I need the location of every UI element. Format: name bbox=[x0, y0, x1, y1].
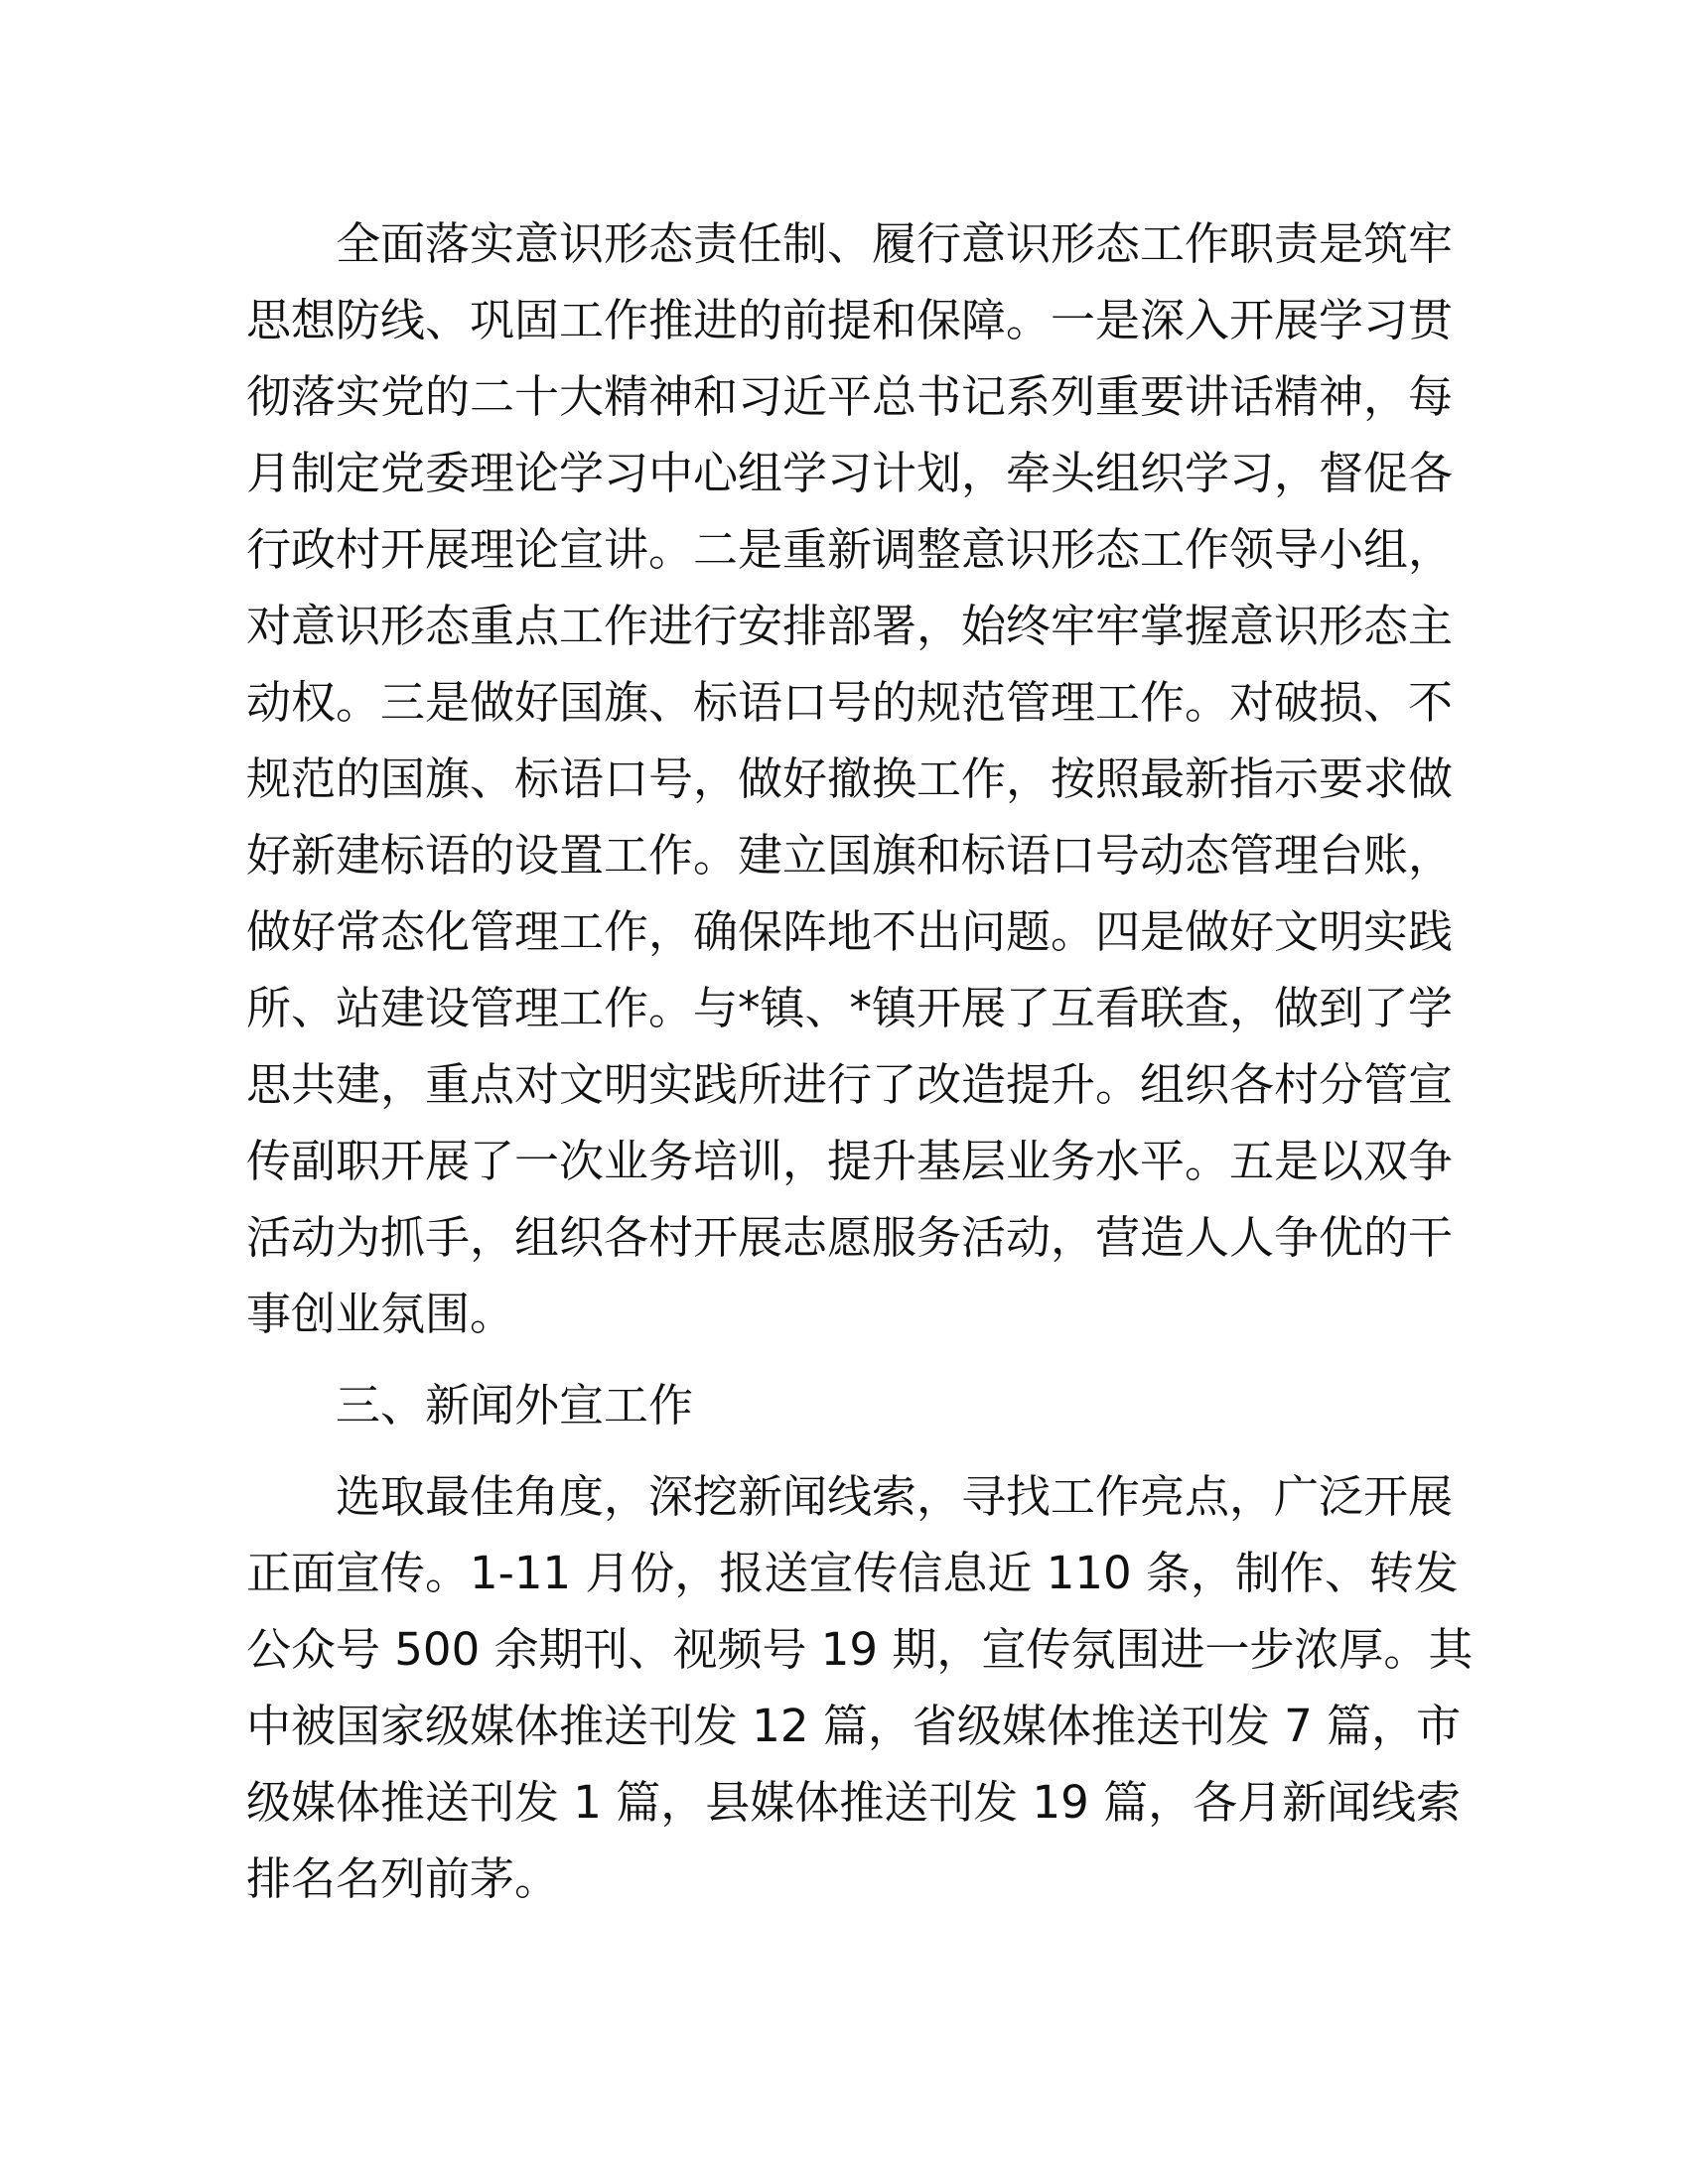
paragraph-line: 行政村开展理论宣讲。二是重新调整意识形态工作领导小组， bbox=[246, 523, 1454, 576]
paragraph-line: 所、站建设管理工作。与*镇、*镇开展了互看联查，做到了学 bbox=[246, 982, 1454, 1034]
paragraph-line: 公众号 500 余期刊、视频号 19 期，宣传氛围进一步浓厚。其 bbox=[246, 1623, 1474, 1676]
paragraph-line: 好新建标语的设置工作。建立国旗和标语口号动态管理台账， bbox=[246, 829, 1454, 882]
paragraph-news-publicity bbox=[246, 1458, 1474, 1917]
paragraph-line: 对意识形态重点工作进行安排部署，始终牢牢掌握意识形态主 bbox=[246, 600, 1454, 652]
document-body bbox=[246, 205, 1474, 1917]
paragraph-line: 思共建，重点对文明实践所进行了改造提升。组织各村分管宣 bbox=[246, 1058, 1454, 1111]
paragraph-line: 级媒体推送刊发 1 篇，县媒体推送刊发 19 篇，各月新闻线索 bbox=[246, 1776, 1462, 1829]
paragraph-line: 正面宣传。1-11 月份，报送宣传信息近 110 条，制作、转发 bbox=[246, 1547, 1459, 1599]
paragraph-line: 事创业氛围。 bbox=[246, 1288, 515, 1340]
paragraph-line: 思想防线、巩固工作推进的前提和保障。一是深入开展学习贯 bbox=[246, 294, 1454, 346]
paragraph-line: 选取最佳角度，深挖新闻线索，寻找工作亮点，广泛开展 bbox=[336, 1470, 1454, 1523]
paragraph-line: 月制定党委理论学习中心组学习计划，牵头组织学习，督促各 bbox=[246, 447, 1454, 499]
paragraph-line: 全面落实意识形态责任制、履行意识形态工作职责是筑牢 bbox=[336, 217, 1454, 270]
paragraph-line: 中被国家级媒体推送刊发 12 篇，省级媒体推送刊发 7 篇，市 bbox=[246, 1700, 1462, 1752]
section-heading: 三、新闻外宣工作 bbox=[336, 1379, 694, 1432]
paragraph-line: 动权。三是做好国旗、标语口号的规范管理工作。对破损、不 bbox=[246, 676, 1454, 729]
paragraph-line: 做好常态化管理工作，确保阵地不出问题。四是做好文明实践 bbox=[246, 905, 1454, 958]
paragraph-line: 传副职开展了一次业务培训，提升基层业务水平。五是以双争 bbox=[246, 1135, 1454, 1187]
paragraph-spacing bbox=[246, 1352, 1438, 1367]
paragraph-line: 活动为抓手，组织各村开展志愿服务活动，营造人人争优的干 bbox=[246, 1211, 1454, 1264]
paragraph-ideology-work bbox=[246, 205, 1454, 1352]
paragraph-spacing bbox=[246, 1443, 1438, 1458]
paragraph-line: 彻落实党的二十大精神和习近平总书记系列重要讲话精神，每 bbox=[246, 370, 1454, 423]
paragraph-line: 排名名列前茅。 bbox=[246, 1852, 560, 1905]
paragraph-line: 规范的国旗、标语口号，做好撤换工作，按照最新指示要求做 bbox=[246, 752, 1454, 805]
